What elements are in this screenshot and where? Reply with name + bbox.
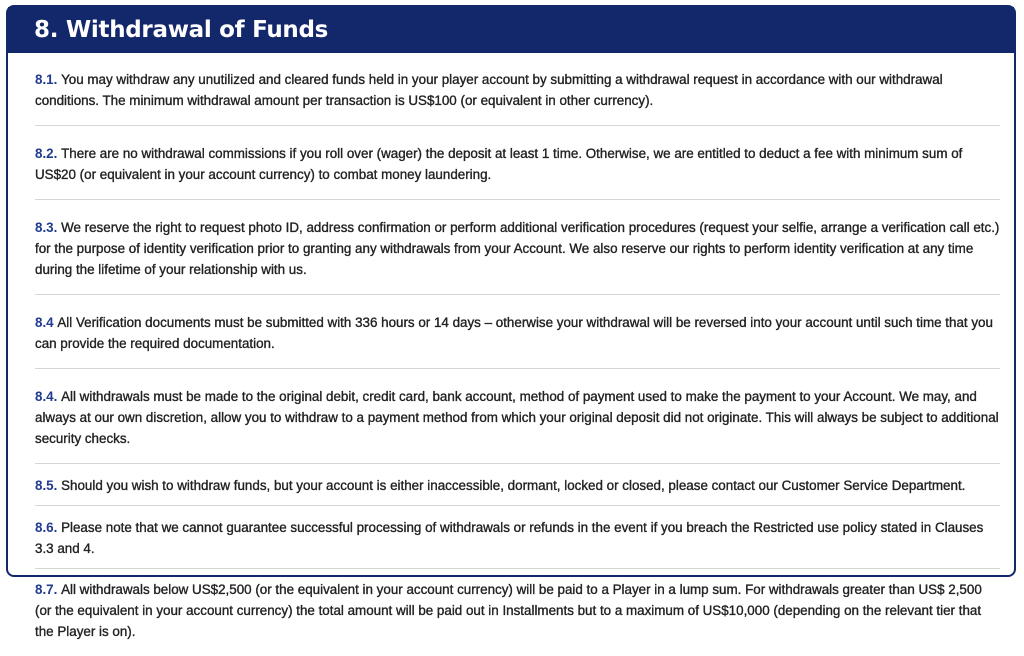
clause-text: Please note that we cannot guarantee successful processing of withdrawals or refunds in the event if you breach the Restricted use policy stated in Clauses 3.3 and 4.: [35, 520, 984, 556]
clause-8-7: [35, 569, 1000, 656]
clause-text: All withdrawals must be made to the original debit, credit card, bank account, method of payment used to make the payment to your Account. We may, and always at our own discretion, allow you to withdraw to a payment method from which your original deposit did not originate. This will always be subject to additional security checks.: [35, 389, 999, 446]
clause-8-1: [35, 53, 1000, 126]
clause-number: 8.2.: [35, 146, 58, 161]
clause-number: 8.4: [35, 315, 54, 330]
section-header: [8, 7, 1014, 53]
clause-text: All withdrawals below US$2,500 (or the equivalent in your account currency) will be paid to a Player in a lump sum. For withdrawals greater than US$ 2,500 (or the equivalent in your account currency) the total amount will be paid out in Installments but to a maximum of US$10,000 (depending on the relevant tier that the Player is on).: [35, 582, 982, 639]
clause-number: 8.6.: [35, 520, 58, 535]
clause-text: All Verification documents must be submitted with 336 hours or 14 days – otherwise your withdrawal will be reversed into your account until such time that you can provide the required documentation.: [35, 315, 993, 351]
clause-8-5: [35, 464, 1000, 506]
clause-number: 8.7.: [35, 582, 58, 597]
clause-number: 8.1.: [35, 72, 58, 87]
clause-number: 8.5.: [35, 478, 58, 493]
clause-8-4-payment-method: [35, 369, 1000, 464]
clause-text: We reserve the right to request photo ID, address confirmation or perform additional verification procedures (request your selfie, arrange a verification call etc.) for the purpose of identity verification prior to granting any withdrawals from your Account. We also reserve our rights to perform identity verification at any time during the lifetime of your relationship with us.: [35, 220, 1000, 277]
section-title: 8. Withdrawal of Funds: [34, 17, 329, 43]
clause-8-2: [35, 126, 1000, 200]
clause-text: There are no withdrawal commissions if you roll over (wager) the deposit at least 1 time. Otherwise, we are entitled to deduct a fee with minimum sum of US$20 (or equivalent in your account currency) to combat money laundering.: [35, 146, 963, 182]
clause-8-3: [35, 200, 1000, 295]
clause-number: 8.3.: [35, 220, 58, 235]
clauses-list: [8, 53, 1014, 656]
withdrawal-section-card: [6, 5, 1016, 639]
clause-8-4-verification: [35, 295, 1000, 369]
clause-text: Should you wish to withdraw funds, but your account is either inaccessible, dormant, locked or closed, please contact our Customer Service Department.: [61, 478, 966, 493]
clause-text: You may withdraw any unutilized and cleared funds held in your player account by submitting a withdrawal request in accordance with our withdrawal conditions. The minimum withdrawal amount per transaction is US$100 (or equivalent in other currency).: [35, 72, 943, 108]
clause-number: 8.4.: [35, 389, 58, 404]
clause-8-6: [35, 506, 1000, 569]
